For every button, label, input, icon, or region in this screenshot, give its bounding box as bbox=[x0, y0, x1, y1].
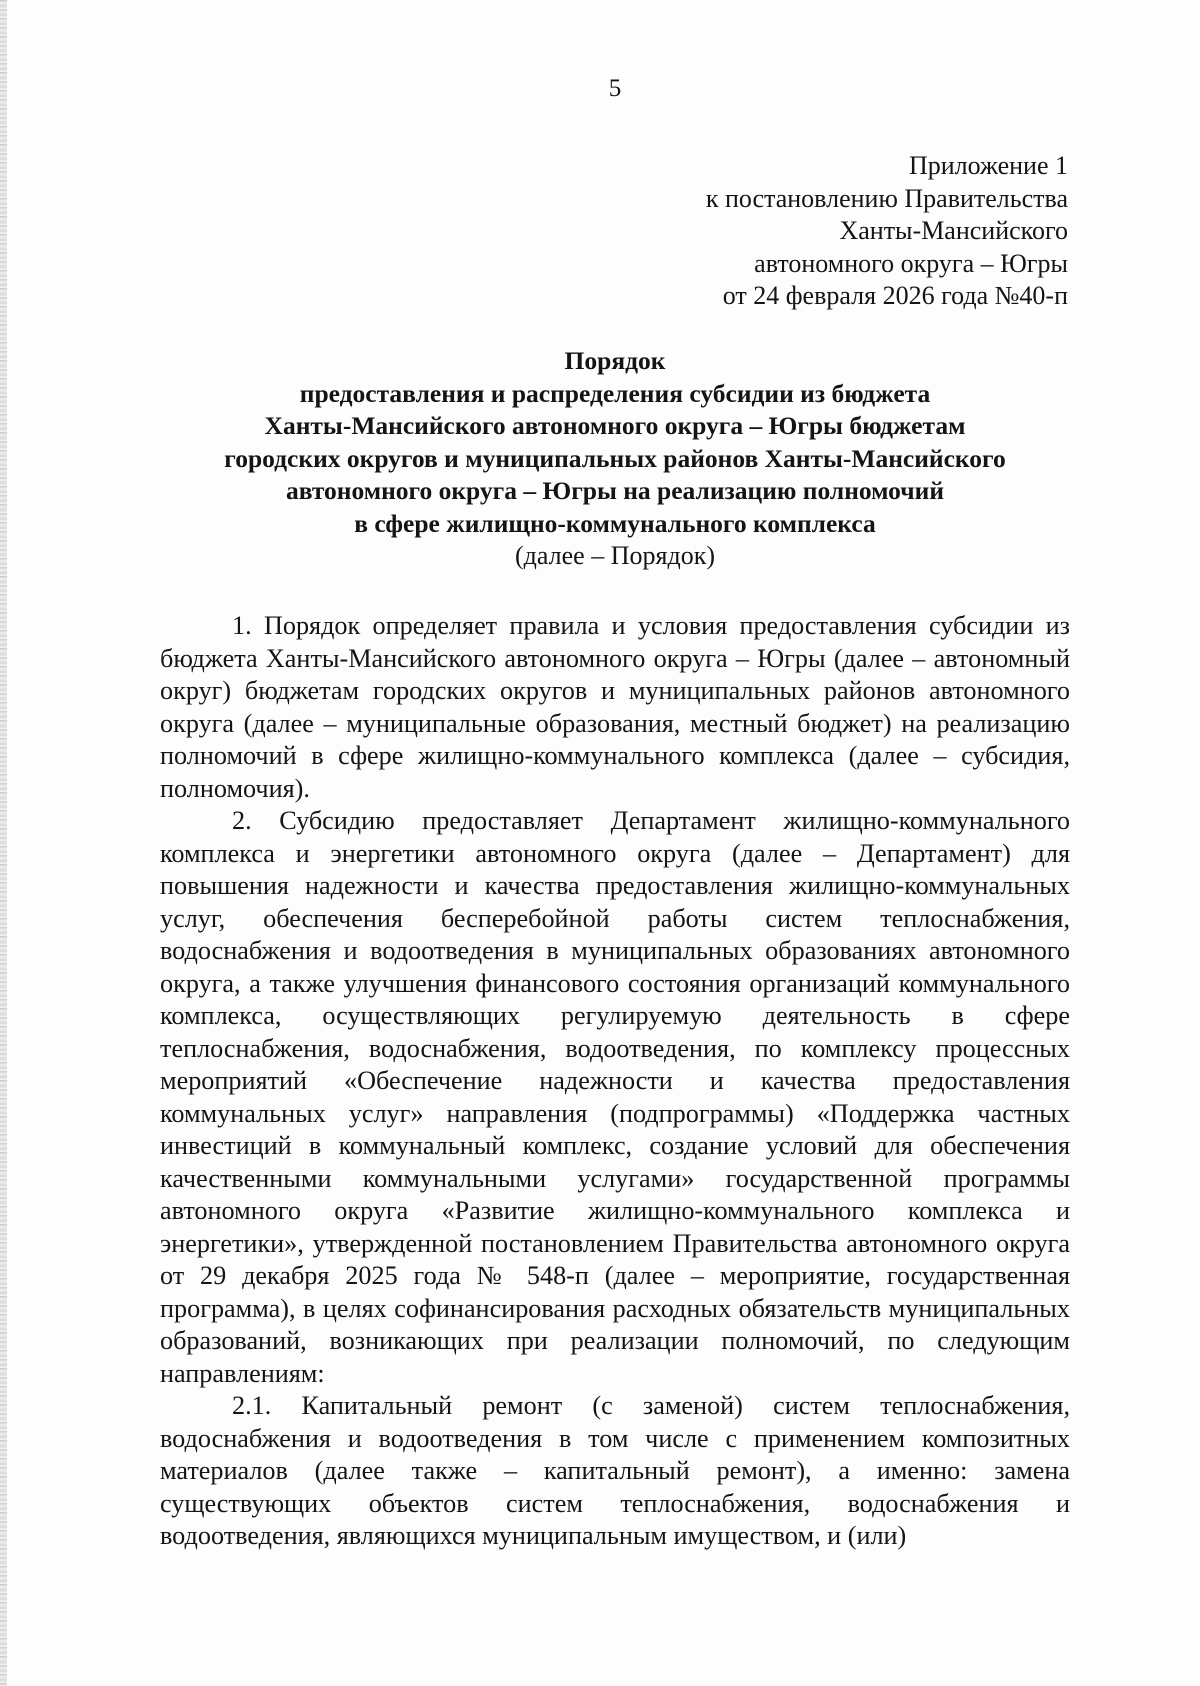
annex-line: Ханты-Мансийского bbox=[839, 216, 1068, 245]
title-line: Порядок bbox=[564, 346, 666, 375]
annex-line: Приложение 1 bbox=[908, 151, 1068, 180]
title-line: городских округов и муниципальных районов Ханты-Мансийского bbox=[224, 443, 1006, 473]
document-body bbox=[160, 610, 1070, 1553]
scan-edge bbox=[0, 0, 7, 1686]
title-line: автономного округа – Югры на реализацию полномочий bbox=[285, 476, 945, 505]
page-number: 5 bbox=[608, 75, 622, 102]
annex-header bbox=[706, 150, 1068, 313]
document-title bbox=[160, 345, 1070, 573]
annex-line: автономного округа – Югры bbox=[754, 248, 1068, 278]
title-line: в сфере жилищно-коммунального комплекса bbox=[354, 508, 876, 538]
title-line: предоставления и распределения субсидии из бюджета bbox=[299, 378, 931, 408]
paragraph-2: 2. Субсидию предоставляет Департамент жилищно-коммунального комплекса и энергетики автономного округа (далее – Департамент) для повышения надежности и качества предоставления жилищно-коммунальных услуг, обеспечения бесперебойной работы систем теплоснабжения, водоснабжения и водоотведения в муниципальных образованиях автономного округа, а также улучшения финансового состояния организаций коммунального комплекса, осуществляющих регулируемую деятельность в сфере теплоснабжения, водоснабжения, водоотведения, по комплексу процессных мероприятий «Обеспечение надежности и качества предоставления коммунальных услуг» направления (подпрограммы) «Поддержка частных инвестиций в коммунальный комплекс, создание условий для обеспечения качественными коммунальными услугами» государственной программы автономного округа «Развитие жилищно-коммунального комплекса и энергетики», утвержденной постановлением Правительства автономного округа от 29 декабря 2025 года № 548-п (далее – мероприятие, государственная программа), в целях софинансирования расходных обязательств муниципальных образований, возникающих при реализации полномочий, по следующим направлениям: bbox=[160, 806, 1070, 1388]
title-note: (далее – Порядок) bbox=[515, 541, 715, 570]
paragraph-1: 1. Порядок определяет правила и условия предоставления субсидии из бюджета Ханты-Мансийского автономного округа – Югры (далее – автономный округ) бюджетам городских округов и муниципальных районов автономного округа (далее – муниципальные образования, местный бюджет) на реализацию полномочий в сфере жилищно-коммунального комплекса (далее – субсидия, полномочия). bbox=[160, 611, 1070, 803]
annex-line: к постановлению Правительства bbox=[705, 183, 1068, 213]
annex-line: от 24 февраля 2026 года №40-п bbox=[722, 281, 1068, 310]
paragraph-2-1: 2.1. Капитальный ремонт (с заменой) систем теплоснабжения, водоснабжения и водоотведения в том числе с применением композитных материалов (далее также – капитальный ремонт), а именно: замена существующих объектов систем теплоснабжения, водоснабжения и водоотведения, являющихся муниципальным имуществом, и (или) bbox=[160, 1391, 1070, 1550]
title-line: Ханты-Мансийского автономного округа – Югры бюджетам bbox=[264, 411, 966, 440]
